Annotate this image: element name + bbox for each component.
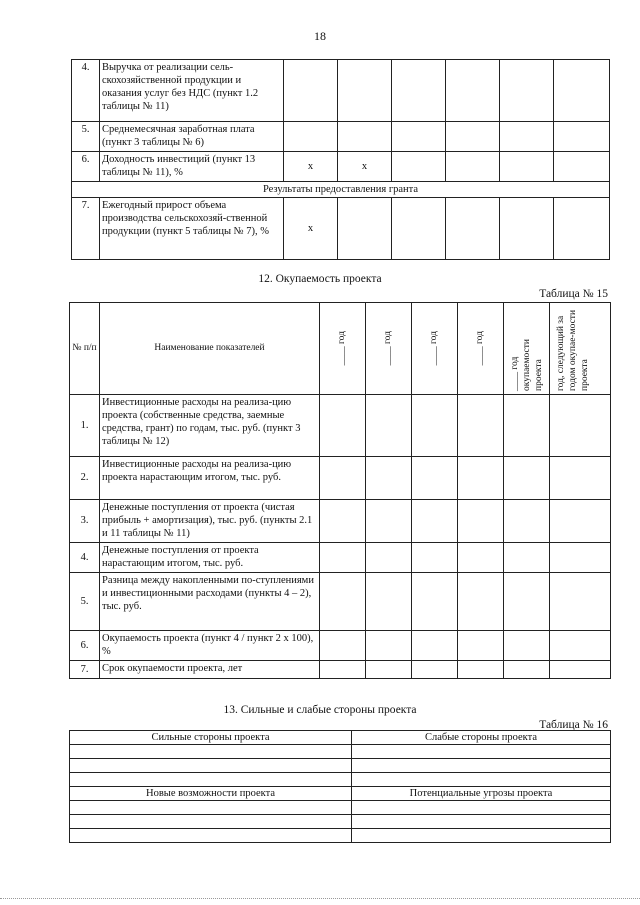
table-16-label: Таблица № 16 [539,719,608,731]
table-row [70,395,611,457]
table-row [70,801,611,815]
row-number: 6. [70,631,100,661]
x-mark: x [338,152,392,182]
strengths-header: Сильные стороны проекта [70,731,352,745]
threats-header: Потенциальные угрозы проекта [352,787,611,801]
row-text: Доходность инвестиций (пункт 13 таблицы № 11), % [100,152,284,182]
x-mark: x [284,152,338,182]
row-text: Денежные поступления от проекта (чистая прибыль + амортизация), тыс. руб. (пункты 2.1 и 11 таблицы № 11) [100,500,320,543]
row-text: Денежные поступления от проекта нарастающим итогом, тыс. руб. [100,543,320,573]
table-row [72,122,610,152]
row-number: 4. [70,543,100,573]
table-row [72,60,610,122]
table-row [70,829,611,843]
header-name: Наименование показателей [100,303,320,395]
table-continuation [71,59,610,260]
table-row [72,152,610,182]
table-header-row [70,303,611,395]
table-row [70,543,611,573]
header-year-1: ____ год [336,331,347,366]
row-text: Срок окупаемости проекта, лет [100,661,320,679]
row-number: 4. [72,60,100,122]
row-text: Ежегодный прирост объема производства сельскохозяй-ственной продукции (пункт 5 таблицы № 7), % [100,198,284,260]
table-row [70,773,611,787]
header-year-payback: ____ год окупаемости проекта [509,338,544,391]
row-number: 1. [70,395,100,457]
table-row [70,787,611,801]
header-year-3: ____ год [428,331,439,366]
table-row [70,457,611,500]
row-number: 7. [72,198,100,260]
row-text: Среднемесячная заработная плата (пункт 3 таблицы № 6) [100,122,284,152]
header-year-4: ____ год [474,331,485,366]
page-bottom-divider [0,898,640,899]
weaknesses-header: Слабые стороны проекта [352,731,611,745]
row-number: 5. [72,122,100,152]
section-row-label: Результаты предоставления гранта [72,182,610,198]
header-year-2: ____ год [382,331,393,366]
header-year-after: год, следующий за годом окупае-мости проекта [556,309,590,391]
table-row [70,661,611,679]
table-row [70,815,611,829]
row-number: 2. [70,457,100,500]
table-row [70,631,611,661]
row-text: Разница между накопленными по-ступлениями и инвестиционными расходами (пункты 4 – 2), тыс. руб. [100,573,320,631]
table-15-label: Таблица № 15 [539,288,608,300]
header-num: № п/п [70,303,100,395]
opportunities-header: Новые возможности проекта [70,787,352,801]
row-text: Инвестиционные расходы на реализа-цию проекта (собственные средства, заемные средства, грант) по годам, тыс. руб. (пункт 3 таблицы № 12) [100,395,320,457]
row-text: Выручка от реализации сель-скохозяйственной продукции и оказания услуг без НДС (пункт 1.2 таблицы № 11) [100,60,284,122]
table-swot [69,730,611,843]
row-number: 6. [72,152,100,182]
row-text: Инвестиционные расходы на реализа-цию проекта нарастающим итогом, тыс. руб. [100,457,320,500]
section-row [72,182,610,198]
table-row [70,500,611,543]
table-row [70,759,611,773]
row-number: 7. [70,661,100,679]
row-text: Окупаемость проекта (пункт 4 / пункт 2 х 100), % [100,631,320,661]
table-row [70,731,611,745]
row-number: 5. [70,573,100,631]
table-payback [69,302,611,679]
section-12-title: 12. Окупаемость проекта [258,273,382,285]
page-number: 18 [314,29,326,43]
table-row [72,198,610,260]
table-row [70,745,611,759]
section-13-title: 13. Сильные и слабые стороны проекта [223,704,417,716]
table-row [70,573,611,631]
x-mark: x [284,198,338,260]
row-number: 3. [70,500,100,543]
